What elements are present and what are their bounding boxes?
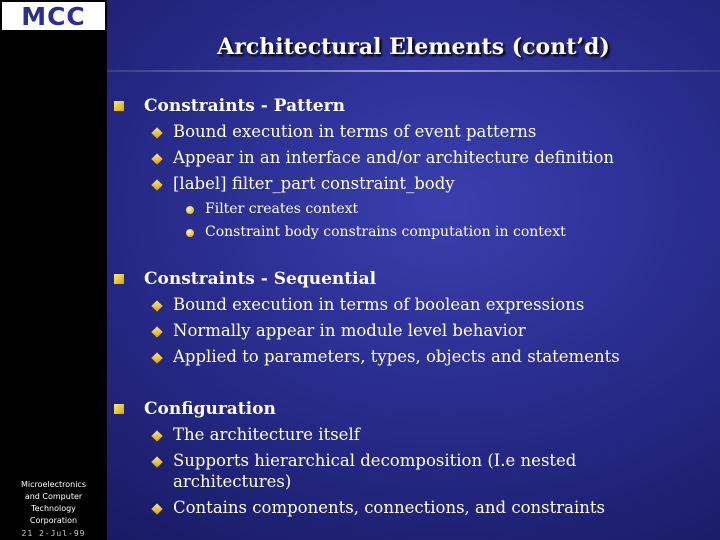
company-line: and Computer — [24, 492, 83, 501]
square-bullet-icon — [114, 101, 124, 111]
list-item-text: Supports hierarchical decomposition (I.e nested — [173, 451, 577, 470]
diamond-bullet-icon — [151, 503, 162, 514]
list-item-text: Contains components, connections, and constraints — [173, 498, 605, 517]
company-line: Corporation — [29, 516, 78, 525]
slide-date: 21 2-Jul-99 — [21, 529, 86, 538]
list-item-text: Bound execution in terms of boolean expressions — [173, 295, 585, 314]
company-name — [0, 479, 107, 527]
title-divider — [107, 70, 720, 72]
sub-list-item-text: Filter creates context — [205, 201, 359, 217]
section-heading-text: Constraints - Pattern — [144, 96, 345, 116]
company-line: Microelectronics — [21, 480, 86, 489]
sub-list-item-text: Constraint body constrains computation in context — [205, 224, 566, 240]
company-line: Technology — [31, 504, 76, 513]
diamond-bullet-icon — [151, 456, 162, 467]
mcc-logo — [2, 2, 105, 30]
dot-bullet-icon — [186, 206, 194, 214]
list-item-text: The architecture itself — [173, 425, 360, 444]
section-heading-text: Configuration — [144, 399, 276, 419]
list-item-text: Appear in an interface and/or architecture definition — [173, 148, 615, 167]
sidebar — [0, 0, 107, 540]
logo-text: MCC — [21, 1, 86, 31]
dot-bullet-icon — [186, 229, 194, 237]
diamond-bullet-icon — [151, 179, 162, 190]
list-item-text: [label] filter_part constraint_body — [173, 174, 455, 193]
diamond-bullet-icon — [151, 153, 162, 164]
square-bullet-icon — [114, 404, 124, 414]
diamond-bullet-icon — [151, 352, 162, 363]
list-item-text: Bound execution in terms of event patterns — [173, 122, 537, 141]
slide-title: Architectural Elements (cont’d) — [217, 34, 610, 60]
list-item-text: Normally appear in module level behavior — [173, 321, 526, 340]
diamond-bullet-icon — [151, 326, 162, 337]
section-heading-text: Constraints - Sequential — [144, 269, 377, 289]
list-item-text: architectures) — [173, 472, 292, 491]
diamond-bullet-icon — [151, 127, 162, 138]
diamond-bullet-icon — [151, 300, 162, 311]
square-bullet-icon — [114, 274, 124, 284]
diamond-bullet-icon — [151, 430, 162, 441]
list-item-text: Applied to parameters, types, objects and statements — [173, 347, 620, 366]
